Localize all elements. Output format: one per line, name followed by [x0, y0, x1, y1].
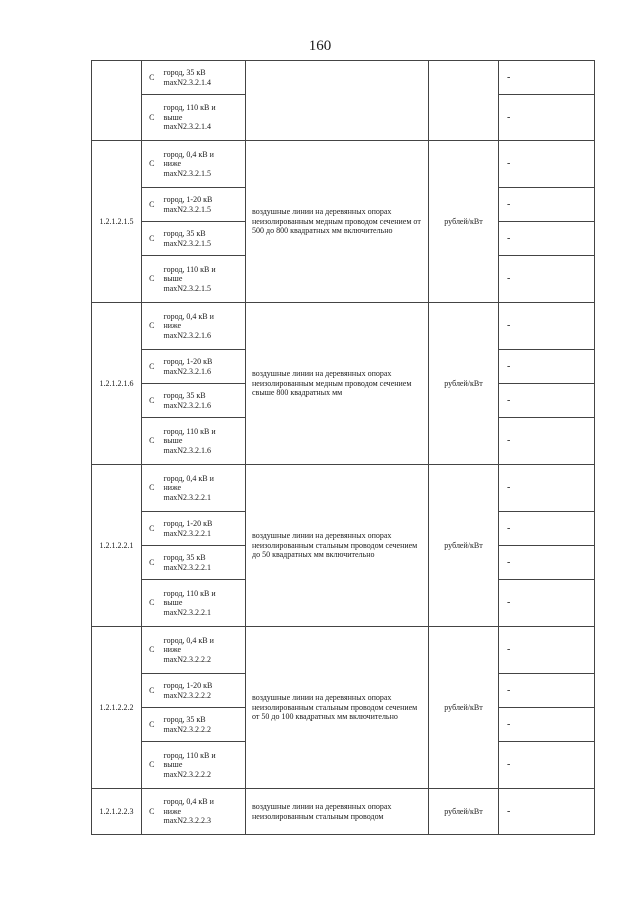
row-description — [246, 61, 429, 141]
row-unit: рублей/кВт — [429, 141, 499, 303]
subcategory-line: ниже — [163, 483, 182, 493]
row-c-marker: С — [142, 350, 162, 384]
subcategory-line: maxN2.3.2.2.2 — [163, 724, 212, 734]
subcategory-line: город, 0,4 кВ и — [163, 311, 214, 321]
row-c-marker: С — [142, 708, 162, 742]
row-c-marker: С — [142, 61, 162, 95]
subcategory-line: ниже — [163, 806, 182, 816]
row-unit — [429, 61, 499, 141]
subcategory-line: maxN2.3.2.2.1 — [163, 562, 212, 572]
subcategory-line: город, 110 кВ и — [163, 588, 216, 598]
subcategory-line: maxN2.3.2.1.4 — [163, 77, 212, 87]
row-c-marker: С — [142, 580, 162, 627]
row-subcategory — [162, 742, 246, 789]
row-c-marker: С — [142, 627, 162, 674]
row-subcategory — [162, 674, 246, 708]
row-value: - — [499, 627, 595, 674]
row-value: - — [499, 61, 595, 95]
row-c-marker: С — [142, 303, 162, 350]
subcategory-line: maxN2.3.2.1.5 — [163, 204, 212, 214]
subcategory-line: город, 35 кВ — [163, 390, 206, 400]
subcategory-line: выше — [163, 760, 183, 770]
row-subcategory — [162, 303, 246, 350]
row-subcategory — [162, 141, 246, 188]
subcategory-line: город, 0,4 кВ и — [163, 635, 214, 645]
subcategory-line: город, 35 кВ — [163, 67, 206, 77]
row-code: 1.2.1.2.1.6 — [92, 303, 142, 465]
row-c-marker: С — [142, 256, 162, 303]
row-c-marker: С — [142, 512, 162, 546]
row-c-marker: С — [142, 742, 162, 789]
table-row — [92, 627, 595, 674]
subcategory-line: maxN2.3.2.2.1 — [163, 607, 212, 617]
row-c-marker: С — [142, 465, 162, 512]
page-number: 160 — [308, 38, 332, 54]
row-value: - — [499, 141, 595, 188]
row-value: - — [499, 580, 595, 627]
subcategory-line: город, 110 кВ и — [163, 264, 216, 274]
row-description: воздушные линии на деревянных опорах неизолированным медным проводом сечением свыше 800 квадратных мм — [246, 303, 429, 465]
subcategory-line: maxN2.3.2.1.5 — [163, 168, 212, 178]
row-unit: рублей/кВт — [429, 465, 499, 627]
table-row — [92, 303, 595, 350]
row-value: - — [499, 350, 595, 384]
subcategory-line: выше — [163, 274, 183, 284]
subcategory-line: maxN2.3.2.1.6 — [163, 330, 212, 340]
subcategory-line: maxN2.3.2.1.6 — [163, 400, 212, 410]
row-value: - — [499, 256, 595, 303]
subcategory-line: город, 35 кВ — [163, 552, 206, 562]
row-c-marker: С — [142, 789, 162, 835]
subcategory-line: ниже — [163, 321, 182, 331]
subcategory-line: maxN2.3.2.2.3 — [163, 816, 212, 826]
subcategory-line: город, 35 кВ — [163, 228, 206, 238]
row-value: - — [499, 222, 595, 256]
row-value: - — [499, 789, 595, 835]
row-value: - — [499, 742, 595, 789]
row-value: - — [499, 465, 595, 512]
row-c-marker: С — [142, 418, 162, 465]
subcategory-line: maxN2.3.2.2.2 — [163, 654, 212, 664]
row-value: - — [499, 512, 595, 546]
row-c-marker: С — [142, 674, 162, 708]
row-subcategory — [162, 580, 246, 627]
subcategory-line: город, 110 кВ и — [163, 426, 216, 436]
subcategory-line: город, 110 кВ и — [163, 750, 216, 760]
subcategory-line: maxN2.3.2.1.4 — [163, 122, 212, 132]
table-row — [92, 789, 595, 835]
subcategory-line: выше — [163, 598, 183, 608]
tariff-table — [91, 60, 595, 835]
subcategory-line: город, 110 кВ и — [163, 103, 216, 113]
subcategory-line: ниже — [163, 159, 182, 169]
row-subcategory — [162, 627, 246, 674]
row-code: 1.2.1.2.2.3 — [92, 789, 142, 835]
subcategory-line: maxN2.3.2.2.1 — [163, 492, 212, 502]
subcategory-line: город, 0,4 кВ и — [163, 149, 214, 159]
row-value: - — [499, 95, 595, 141]
row-subcategory — [162, 61, 246, 95]
subcategory-line: maxN2.3.2.1.6 — [163, 366, 212, 376]
subcategory-line: maxN2.3.2.2.2 — [163, 690, 212, 700]
row-value: - — [499, 188, 595, 222]
row-subcategory — [162, 222, 246, 256]
row-unit: рублей/кВт — [429, 789, 499, 835]
subcategory-line: город, 35 кВ — [163, 714, 206, 724]
row-subcategory — [162, 95, 246, 141]
subcategory-line: maxN2.3.2.1.5 — [163, 238, 212, 248]
row-unit: рублей/кВт — [429, 627, 499, 789]
subcategory-line: город, 1-20 кВ — [163, 356, 213, 366]
subcategory-line: город, 0,4 кВ и — [163, 473, 214, 483]
row-subcategory — [162, 418, 246, 465]
row-code — [92, 61, 142, 141]
row-c-marker: С — [142, 141, 162, 188]
row-description: воздушные линии на деревянных опорах неизолированным медным проводом сечением от 500 до 800 квадратных мм включительно — [246, 141, 429, 303]
row-code: 1.2.1.2.2.1 — [92, 465, 142, 627]
row-subcategory — [162, 350, 246, 384]
row-value: - — [499, 546, 595, 580]
row-c-marker: С — [142, 384, 162, 418]
subcategory-line: ниже — [163, 645, 182, 655]
subcategory-line: maxN2.3.2.1.5 — [163, 283, 212, 293]
row-code: 1.2.1.2.1.5 — [92, 141, 142, 303]
row-subcategory — [162, 384, 246, 418]
row-code: 1.2.1.2.2.2 — [92, 627, 142, 789]
row-c-marker: С — [142, 546, 162, 580]
table-row — [92, 465, 595, 512]
row-value: - — [499, 674, 595, 708]
subcategory-line: город, 1-20 кВ — [163, 194, 213, 204]
row-value: - — [499, 418, 595, 465]
row-description: воздушные линии на деревянных опорах неизолированным стальным проводом — [246, 789, 429, 835]
subcategory-line: выше — [163, 112, 183, 122]
row-c-marker: С — [142, 95, 162, 141]
table-row — [92, 61, 595, 95]
subcategory-line: maxN2.3.2.2.2 — [163, 769, 212, 779]
row-subcategory — [162, 512, 246, 546]
row-c-marker: С — [142, 188, 162, 222]
subcategory-line: город, 1-20 кВ — [163, 518, 213, 528]
row-description: воздушные линии на деревянных опорах неизолированным стальным проводом сечением от 50 до 100 квадратных мм включительно — [246, 627, 429, 789]
subcategory-line: выше — [163, 436, 183, 446]
row-unit: рублей/кВт — [429, 303, 499, 465]
row-subcategory — [162, 256, 246, 303]
row-subcategory — [162, 708, 246, 742]
row-value: - — [499, 384, 595, 418]
row-description: воздушные линии на деревянных опорах неизолированным стальным проводом сечением до 50 квадратных мм включительно — [246, 465, 429, 627]
row-subcategory — [162, 465, 246, 512]
tariff-table-body — [92, 61, 595, 835]
row-subcategory — [162, 188, 246, 222]
row-value: - — [499, 303, 595, 350]
table-row — [92, 141, 595, 188]
subcategory-line: город, 1-20 кВ — [163, 680, 213, 690]
row-subcategory — [162, 789, 246, 835]
row-c-marker: С — [142, 222, 162, 256]
subcategory-line: maxN2.3.2.1.6 — [163, 445, 212, 455]
row-value: - — [499, 708, 595, 742]
row-subcategory — [162, 546, 246, 580]
subcategory-line: город, 0,4 кВ и — [163, 797, 214, 807]
subcategory-line: maxN2.3.2.2.1 — [163, 528, 212, 538]
